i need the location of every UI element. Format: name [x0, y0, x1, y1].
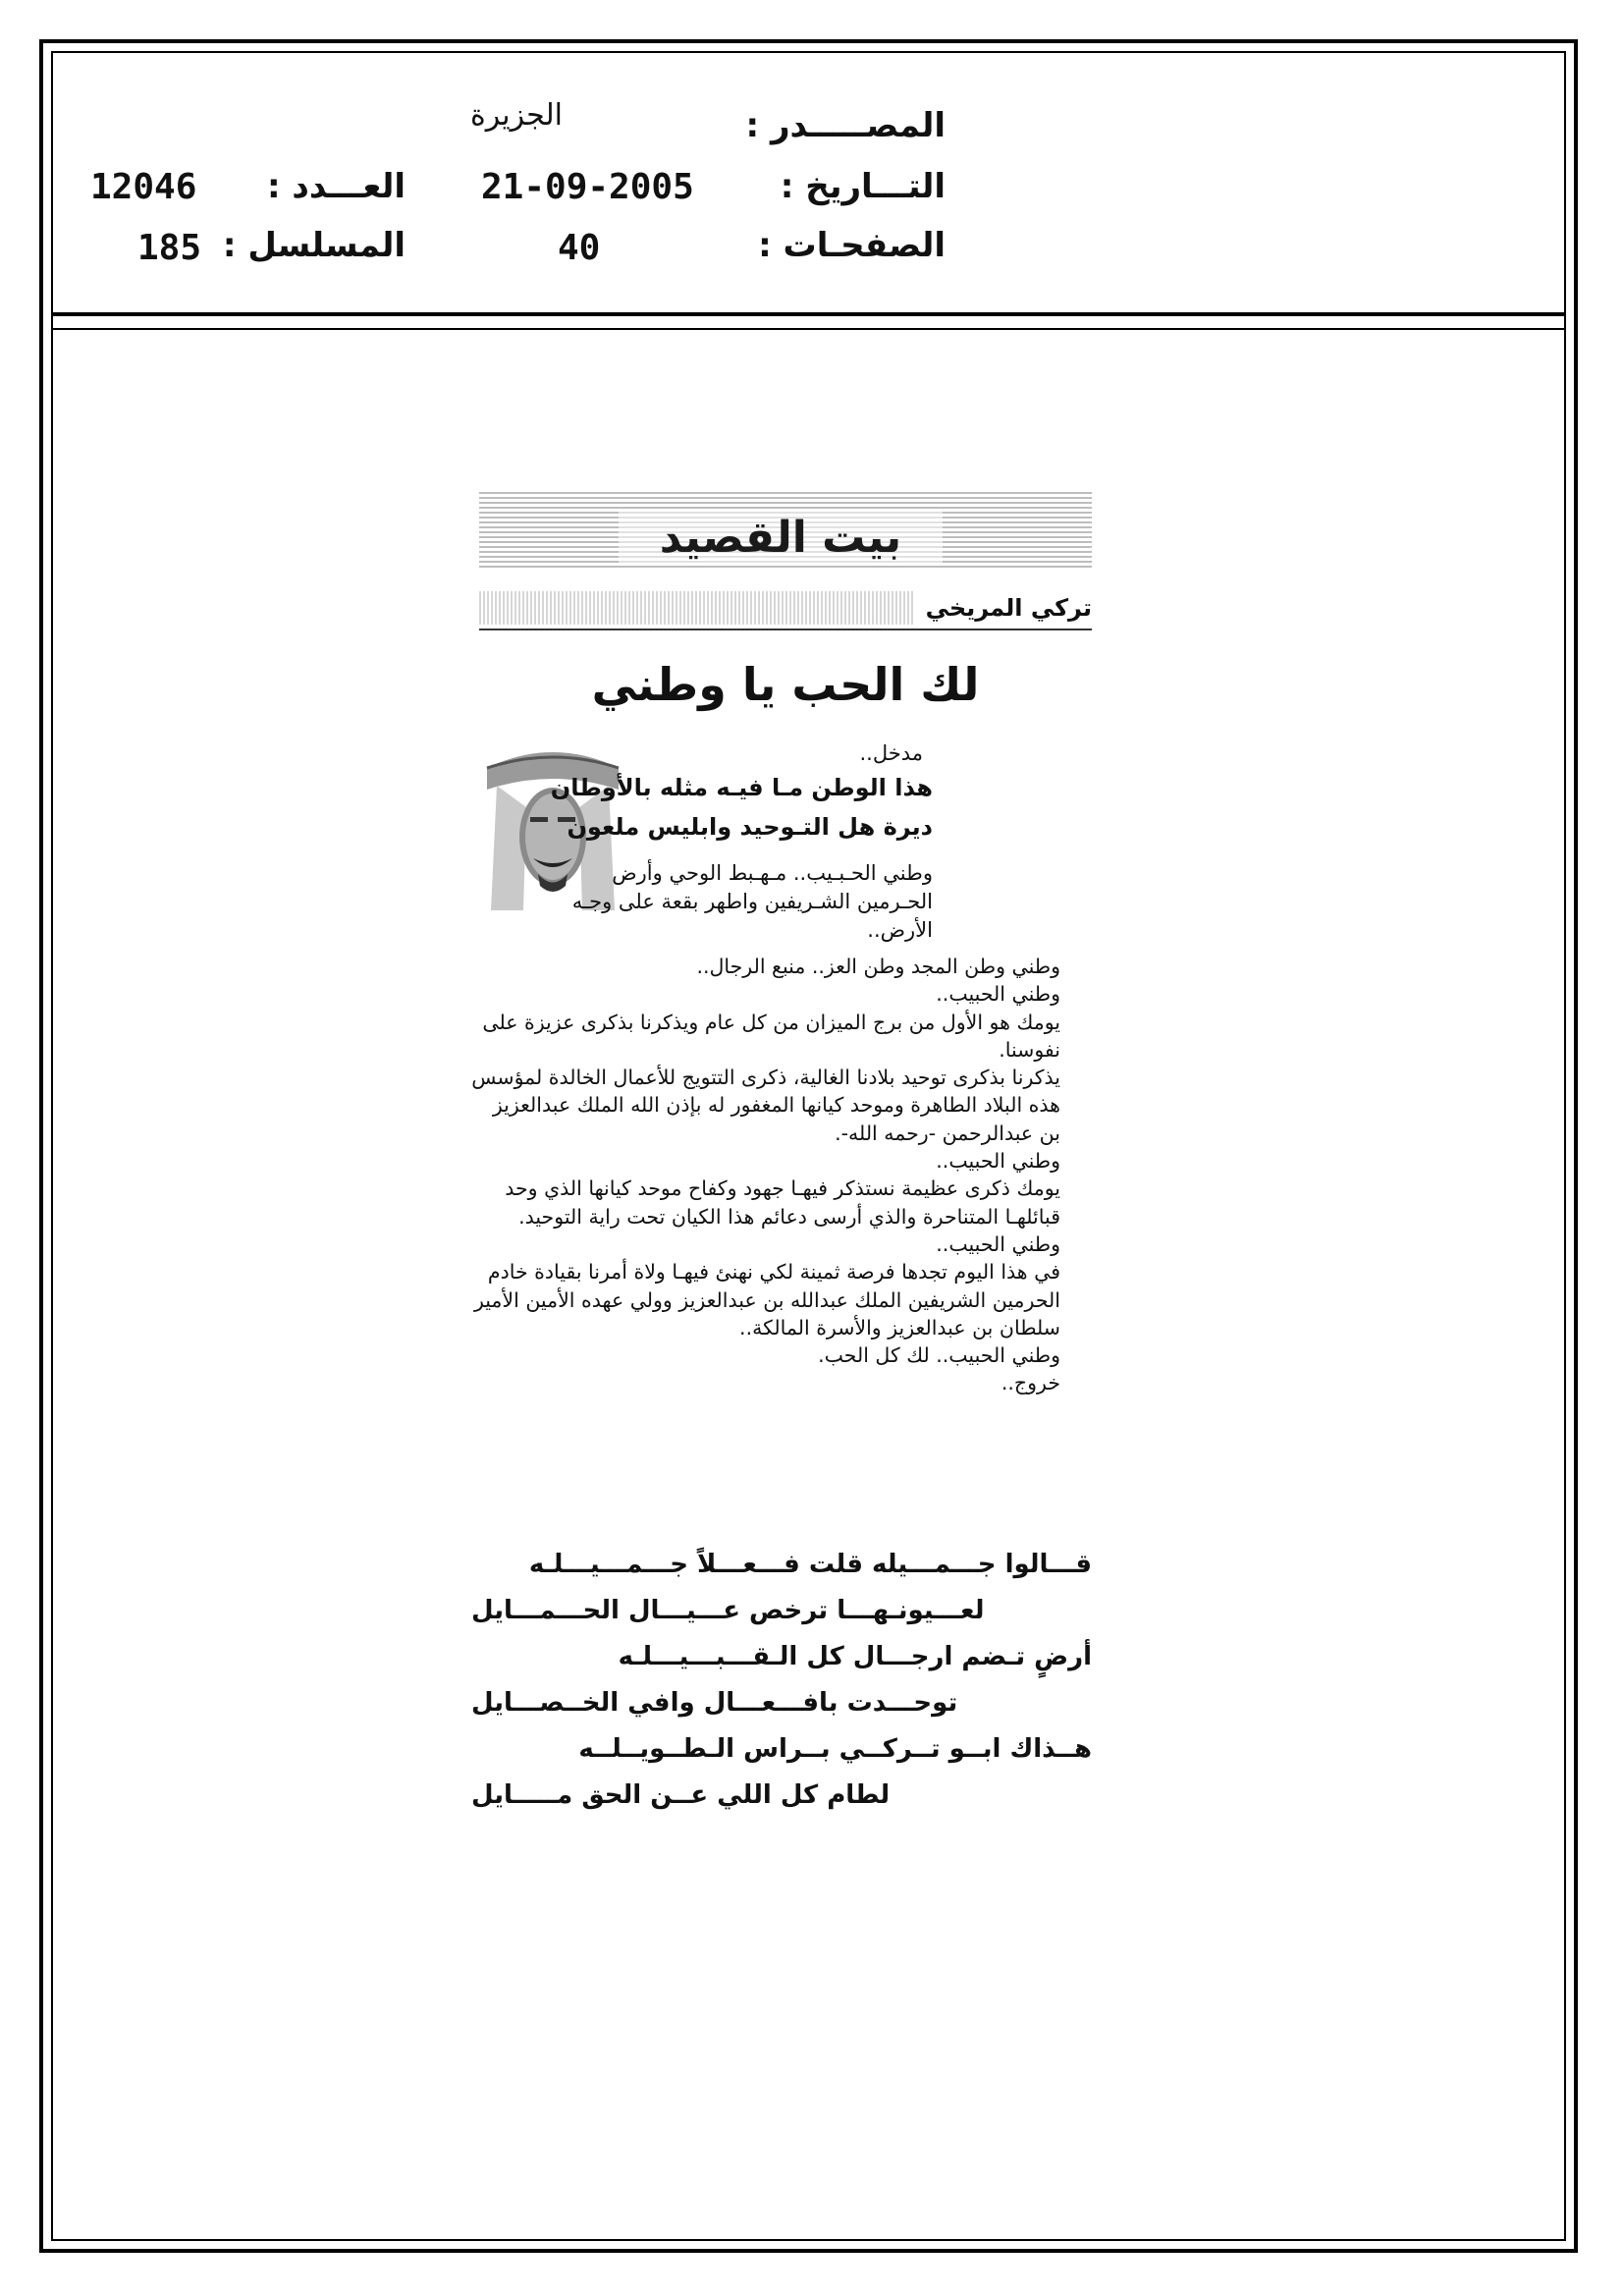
source-label: المصـــــدر :	[745, 106, 946, 145]
pages-label: الصفحـات :	[758, 226, 946, 265]
intro-block	[471, 738, 933, 847]
poem-line: هــذاك ابــو تــركــي بــراس الـطــويــلــه	[578, 1734, 1092, 1764]
paragraph: يذكرنا بذكرى توحيد بلادنا الغالية، ذكرى التتويج للأعمال الخالدة لمؤسس هذه البلاد الطاهرة وموحد كيانها المغفور له بإذن الله الملك عبدالعزيز بن عبدالرحمن -رحمه الله-.	[471, 1066, 1060, 1145]
intro-verse-1: هذا الوطن مـا فيـه مثله بالأوطان	[550, 774, 933, 801]
poem-line: قـــالوا جـــمـــيله قلت فـــعـــلاً جـــمـــيـــلـه	[528, 1550, 1092, 1579]
opening-line: الحـرمين الشـريفين واطهر بقعة على وجـه	[571, 890, 933, 913]
opening-line: الأرض..	[867, 918, 933, 942]
intro-label: مدخل..	[859, 741, 923, 765]
paragraph: وطني وطن المجد وطن العز.. منبع الرجال..	[696, 955, 1060, 978]
header-divider	[51, 312, 1566, 316]
opening-line: وطني الحـبـيب.. مـهـبط الوحي وأرض	[612, 861, 933, 885]
source-value: الجزيرة	[469, 98, 563, 133]
paragraph: وطني الحبيب..	[936, 982, 1060, 1007]
serial-value: 185	[137, 228, 202, 268]
issue-label: العـــدد :	[267, 167, 406, 206]
serial-label: المسلسل :	[222, 226, 406, 265]
poem-line: لعـــيونـهـــا ترخص عـــيـــال الحـــمـــايل	[471, 1596, 985, 1625]
paragraph: وطني الحبيب..	[936, 1149, 1060, 1174]
paragraph: يومك هو الأول من برج الميزان من كل عام ويذكرنا بذكرى عزيزة على نفوسنا.	[482, 1010, 1060, 1062]
paragraph: يومك ذكرى عظيمة نستذكر فيهـا جهود وكفاح موحد كيانها الذي وحد قبائلهـا المتناحرة والذي أرسى دعائم هذا الكيان تحت راية التوحيد.	[505, 1176, 1060, 1229]
issue-value: 12046	[90, 167, 197, 207]
date-label: التـــاريخ :	[780, 167, 946, 206]
article-body	[471, 953, 1092, 1397]
date-value: 21-09-2005	[481, 167, 694, 207]
paragraph: وطني الحبيب..	[936, 1231, 1060, 1256]
poem	[471, 1542, 1092, 1819]
article-title: لك الحب يا وطني	[591, 658, 980, 711]
intro-verse-2: ديرة هل التـوحيد وابليس ملعون	[567, 813, 933, 841]
paragraph: خروج..	[1001, 1371, 1060, 1395]
section-banner: بيت القصيد	[619, 511, 943, 566]
author-byline: تركي المريخي	[914, 591, 1092, 625]
article-opening	[471, 859, 933, 945]
byline-rule	[479, 629, 1092, 630]
poem-line: لطام كل اللي عــن الحق مـــــايل	[471, 1780, 891, 1810]
poem-line: أرضٍ تـضم ارجـــال كل الـقـــبـــيـــلـه	[618, 1642, 1092, 1671]
pages-value: 40	[558, 228, 601, 268]
newspaper-clipping	[471, 481, 1100, 1827]
poem-line: توحـــدت بافـــعـــال وافي الخــصـــايل	[471, 1688, 958, 1718]
paragraph: وطني الحبيب.. لك كل الحب.	[818, 1343, 1060, 1368]
paragraph: في هذا اليوم تجدها فرصة ثمينة لكي نهنئ فيهـا ولاة أمرنا بقيادة خادم الحرمين الشريفين الملك عبدالله بن عبدالعزيز وولي عهده الأمين الأمير سلطان بن عبدالعزيز والأسرة المالكة..	[473, 1260, 1060, 1339]
header-divider-thin	[51, 328, 1566, 330]
